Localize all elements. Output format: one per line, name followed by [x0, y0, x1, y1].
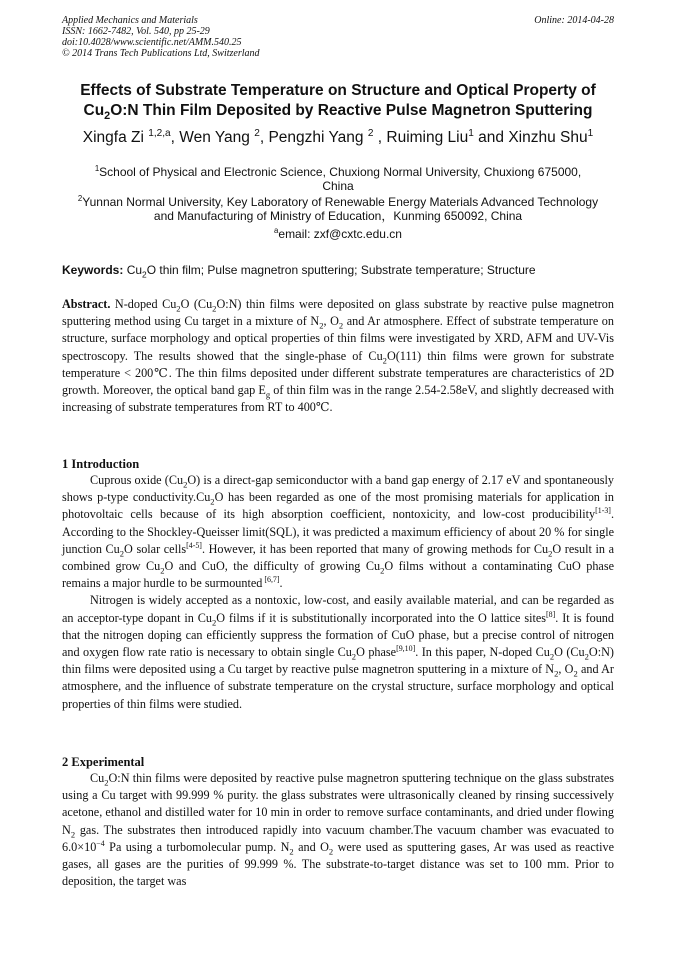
subscript: 2 — [328, 846, 334, 857]
subscript: 2 — [104, 777, 109, 788]
text-run: O) is a direct-gap semiconductor with a band gap energy of 2.17 eV and spontaneously shows p-type conductivity.Cu — [62, 473, 614, 505]
citation[interactable]: [9,10] — [396, 643, 416, 653]
text-run: N-doped Cu — [110, 297, 177, 311]
superscript: −4 — [96, 838, 105, 848]
subscript: 2 — [584, 651, 589, 662]
journal-metadata — [62, 15, 260, 59]
subscript: 2 — [211, 617, 217, 628]
introduction-body — [62, 472, 614, 713]
subscript: 2 — [183, 479, 188, 490]
subscript: 2 — [338, 320, 344, 331]
subscript: 2 — [70, 829, 76, 840]
subscript: 2 — [554, 668, 559, 679]
subscript: g — [265, 389, 271, 400]
copyright-line: © 2014 Trans Tech Publications Ltd, Switzerland — [62, 48, 260, 59]
subscript: 2 — [319, 320, 324, 331]
subscript: 2 — [380, 565, 385, 576]
text-run: O(111) thin films were grown for substrate temperature < 200℃. The thin films deposited under different substrate temperatures are characteristics of 2D growth. Moreover, the optical band gap E — [62, 348, 615, 398]
text-run: O and CuO, the difficulty of growing Cu — [164, 559, 381, 574]
text-run: O solar cells — [124, 541, 187, 556]
subscript: 2 — [212, 303, 217, 314]
text-run: O has been regarded as one of the most promising materials for application in photovoltaic cells because of its high absorption coefficient, nontoxicity, and low-cost producibility — [62, 490, 614, 522]
paper-title — [62, 81, 614, 121]
text-run: . — [279, 576, 283, 591]
text-run: Cu — [90, 771, 105, 785]
citation[interactable]: [6,7] — [262, 575, 280, 585]
citation[interactable]: [1-3] — [595, 506, 611, 516]
subscript: 2 — [351, 651, 357, 662]
author-affiliation-mark: 1 — [587, 127, 594, 139]
citation[interactable]: [8] — [546, 609, 556, 619]
text-run: Nitrogen is widely accepted as a nontoxic, low-cost, and easily available material, and can be regarded as an acceptor-type dopant in Cu — [62, 593, 614, 625]
text-run: . However, it has been reported that many of growing methods for Cu — [201, 541, 549, 556]
abstract-label: Abstract. — [62, 297, 111, 311]
text-run: O (Cu — [180, 297, 213, 311]
text-run: O:N thin films were deposited by reactive pulse magnetron sputtering technique on the glass substrates using a Cu target with 99.999 % purity. the glass substrates were ultrasonically cleaned by rinsing successively acetone, ethanol and distilled water for 10 min in order to remove surface contaminants, and dried under flowing N — [62, 771, 614, 837]
issn-line: ISSN: 1662-7482, Vol. 540, pp 25-29 — [62, 26, 210, 37]
text-run: O:N) thin films were deposited using a Cu target by reactive pulse magnetron sputtering in a mixture of N — [62, 645, 614, 677]
subscript: 2 — [382, 355, 387, 366]
text-run: O phase — [356, 645, 397, 660]
affiliation-text: Yunnan Normal University, Key Laboratory of Renewable Energy Materials Advanced Technology — [82, 195, 599, 209]
text-run: O result in a combined grow Cu — [62, 541, 614, 574]
corresponding-email[interactable] — [62, 227, 614, 241]
affiliation-2 — [62, 195, 614, 223]
author-name: , Pengzhi Yang — [259, 129, 368, 146]
keywords-text: Cu — [123, 263, 143, 277]
text-run: and Ar atmosphere. Effect of substrate temperature on structure, surface morphology and optical properties of thin films were investigated by XRD, AFM and UV-Vis spectroscopy. The results showed that the single-phase of Cu — [62, 314, 614, 363]
text-run: O films if it is substitutionally incorporated into the O lattice sites — [216, 610, 547, 625]
author-name: , Wen Yang — [170, 129, 255, 146]
text-run: . It is found that the nitrogen doping can efficiently suppress the formation of CuO phase, but a precise control of nitrogen and oxygen flow rate ratio is necessary to obtain single Cu — [62, 610, 614, 660]
text-run: , O — [558, 662, 574, 677]
author-name: and Xinzhu Shu — [473, 129, 588, 146]
author-list — [62, 128, 614, 148]
author-affiliation-mark: 1 — [468, 127, 474, 139]
subscript: 2 — [548, 548, 553, 559]
journal-name: Applied Mechanics and Materials — [62, 15, 198, 26]
text-run: were used as sputtering gases, Ar was used as reactive gases, all gases are the purities of 99.999 %. The substrate-to-target distance was set to 100 mm. Prior to deposition, the target was — [62, 839, 614, 889]
text-run: , O — [323, 314, 339, 329]
author-affiliation-mark: 2 — [254, 127, 260, 139]
text-run: O films without a contaminating CuO phase remains a major hurdle to be surmounted — [62, 559, 614, 591]
author-affiliation-mark: 1,2,a — [148, 127, 171, 139]
subscript: 2 — [210, 496, 215, 507]
abstract — [62, 296, 614, 416]
text-run: Pa using a turbomolecular pump. N — [104, 839, 290, 854]
subscript: 2 — [549, 651, 555, 662]
section-heading-experimental: 2 Experimental — [62, 755, 145, 769]
text-run: Cuprous oxide (Cu — [90, 473, 184, 487]
author-name: Xingfa Zi — [82, 129, 149, 146]
affiliation-1-line-1 — [62, 165, 614, 179]
subscript: 2 — [160, 565, 165, 576]
citation[interactable]: [4-5] — [186, 540, 202, 550]
affiliation-text: School of Physical and Electronic Science, Chuxiong Normal University, Chuxiong 675000, — [99, 165, 582, 179]
email-address[interactable]: email: zxf@cxtc.edu.cn — [278, 227, 402, 241]
keywords-subscript: 2 — [142, 269, 147, 280]
keywords-text: O thin film; Pulse magnetron sputtering; Substrate temperature; Structure — [146, 263, 536, 277]
title-text: Cu — [83, 102, 105, 119]
text-run: . According to the Shockley-Queisser limit(SQL), it was predicted a maximum efficiency of about 20 % for single junction Cu — [62, 507, 614, 556]
online-date: Online: 2014-04-28 — [534, 15, 614, 26]
affiliation-1-line-2: China — [322, 179, 354, 193]
title-line-2 — [62, 101, 614, 121]
title-line-1: Effects of Substrate Temperature on Structure and Optical Property of — [80, 82, 596, 99]
title-text: O:N Thin Film Deposited by Reactive Pulse Magnetron Sputtering — [110, 102, 593, 119]
text-run: of thin film was in the range 2.54-2.58eV, and slightly decreased with increasing of substrate temperatures from RT to 400℃. — [62, 383, 614, 415]
text-run: O (Cu — [554, 645, 585, 660]
section-heading-introduction: 1 Introduction — [62, 457, 140, 471]
affiliation-1 — [62, 165, 614, 193]
author-name: , Ruiming Liu — [373, 129, 469, 146]
text-run: gas. The substrates then introduced rapidly into vacuum chamber.The vacuum chamber was evacuated to 6.0×10 — [62, 822, 614, 854]
keywords-label: Keywords: — [62, 263, 124, 277]
affiliation-2-line-2: and Manufacturing of Ministry of Education，Kunming 650092, China — [153, 209, 523, 223]
experimental-paragraph-1 — [62, 770, 614, 890]
intro-paragraph-1 — [62, 472, 614, 592]
text-run: and Ar atmosphere, and the influence of substrate temperature on the crystal structure, surface morphology and optical properties of thin films were studied. — [62, 662, 614, 711]
affiliation-mark: 1 — [94, 164, 100, 173]
subscript: 2 — [119, 548, 125, 559]
experimental-body — [62, 770, 614, 890]
abstract-paragraph — [62, 296, 614, 416]
text-run: and O — [293, 839, 329, 854]
intro-paragraph-2 — [62, 592, 614, 712]
text-run: . In this paper, N-doped Cu — [415, 645, 550, 660]
email-mark: a — [274, 226, 279, 235]
affiliation-2-line-1 — [62, 195, 614, 209]
title-subscript: 2 — [104, 110, 111, 123]
subscript: 2 — [289, 846, 294, 857]
subscript: 2 — [573, 668, 578, 679]
author-affiliation-mark: 2 — [367, 127, 374, 139]
affiliation-mark: 2 — [77, 194, 83, 203]
doi-line[interactable]: doi:10.4028/www.scientific.net/AMM.540.25 — [62, 37, 242, 48]
keywords-line — [62, 263, 622, 280]
subscript: 2 — [176, 303, 181, 314]
text-run: O:N) thin films were deposited on glass substrate by reactive pulse magnetron sputtering method using Cu target in a mixture of N — [62, 297, 614, 329]
